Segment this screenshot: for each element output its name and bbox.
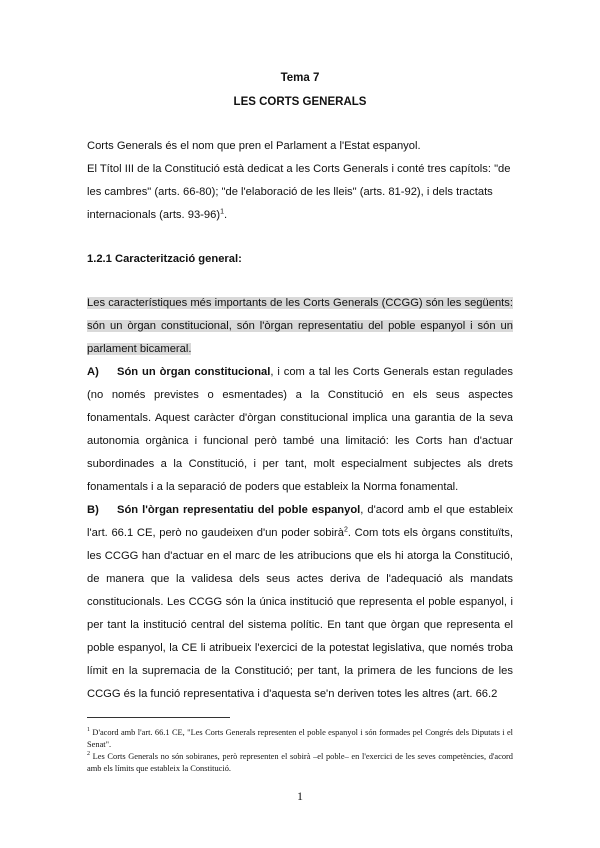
list-item-label: B) (87, 504, 99, 516)
list-item-lead: Són l'òrgan representatiu del poble espanyol (117, 504, 361, 516)
list-item-text: , d'acord amb el que estableix l'art. 66.1 CE, però no gaudeixen d'un poder sobirà (87, 504, 513, 539)
footnote-number: 2 (87, 751, 90, 758)
footnote-text: D'acord amb l'art. 66.1 CE, "Les Corts Generals representen el poble espanyol i són formades pel Congrés dels Diputats i el Senat". (87, 728, 513, 749)
list-item-text-continued: . Com tots els òrgans constituïts, les CCGG han d'actuar en el marc de les atribucions que els hi atorga la Constitució, de manera que la validesa dels seus actes deriva de l'adequació als mandats constitucionals. Les CCGG són la única institució que representa el poble espanyol, i per tant la institució central del sistema polític. En tant que òrgan que representa el poble espanyol, la CE li atribueix l'exercici de la potestat legislativa, que només troba límit en la supremacia de la Constitució; per tant, la primera de les funcions de les CCGG és la funció representativa i d'aquesta se'n deriven totes les altres (art. 66.2 (87, 527, 513, 700)
document-title: Tema 7 (280, 72, 320, 84)
document-subtitle: LES CORTS GENERALS (233, 96, 367, 108)
intro-block (87, 135, 513, 227)
page-number: 1 (297, 789, 303, 803)
highlighted-text: Les característiques més importants de les Corts Generals (CCGG) són les següents: són un òrgan constitucional, són l'òrgan representatiu del poble espanyol i són un parlament bicameral. (87, 297, 513, 355)
intro-paragraph-1: Corts Generals és el nom que pren el Parlament a l'Estat espanyol. (87, 140, 421, 152)
footnotes (87, 727, 513, 775)
intro-paragraph-2-end: . (223, 209, 228, 221)
footnote-divider (87, 717, 230, 718)
intro-paragraph-2 (87, 158, 513, 227)
list-item-lead: Són un òrgan constitucional (117, 366, 271, 378)
list-item-label: A) (87, 366, 99, 378)
footnote-number: 1 (87, 727, 90, 734)
footnote-2 (87, 751, 513, 774)
footnote-ref-1[interactable]: 1 (220, 208, 224, 216)
footnote-text: Les Corts Generals no són sobiranes, però representen el sobirà –el poble– en l'exercici de les seves competències, d'acord amb els límits que estableix la Constitució. (87, 752, 513, 773)
highlighted-paragraph (87, 292, 513, 361)
section-heading: 1.2.1 Caracterització general: (87, 253, 242, 265)
footnote-1 (87, 727, 513, 750)
list-item-a (87, 361, 513, 499)
characteristics-list (87, 361, 513, 706)
list-item-b (87, 499, 513, 706)
intro-paragraph-2-text: El Títol III de la Constitució està dedicat a les Corts Generals i conté tres capítols: "de les cambres" (arts. 66-80); "de l'elaboració de les lleis" (arts. 81-92), i dels tractats internacionals (arts. 93-96) (87, 163, 511, 221)
footnote-ref-2[interactable]: 2 (343, 526, 348, 534)
list-item-text: , i com a tal les Corts Generals estan regulades (no només previstes o esmentades) a la Constitució en els seus aspectes fonamentals. Aquest caràcter d'òrgan constitucional implica una garantia de la seva autonomia orgànica i funcional però també una limitació: les Corts han d'actuar subordinades a la Constitució, i per tant, molt especialment subjectes als drets fonamentals i a la separació de poders que estableix la Norma fonamental. (87, 366, 514, 493)
